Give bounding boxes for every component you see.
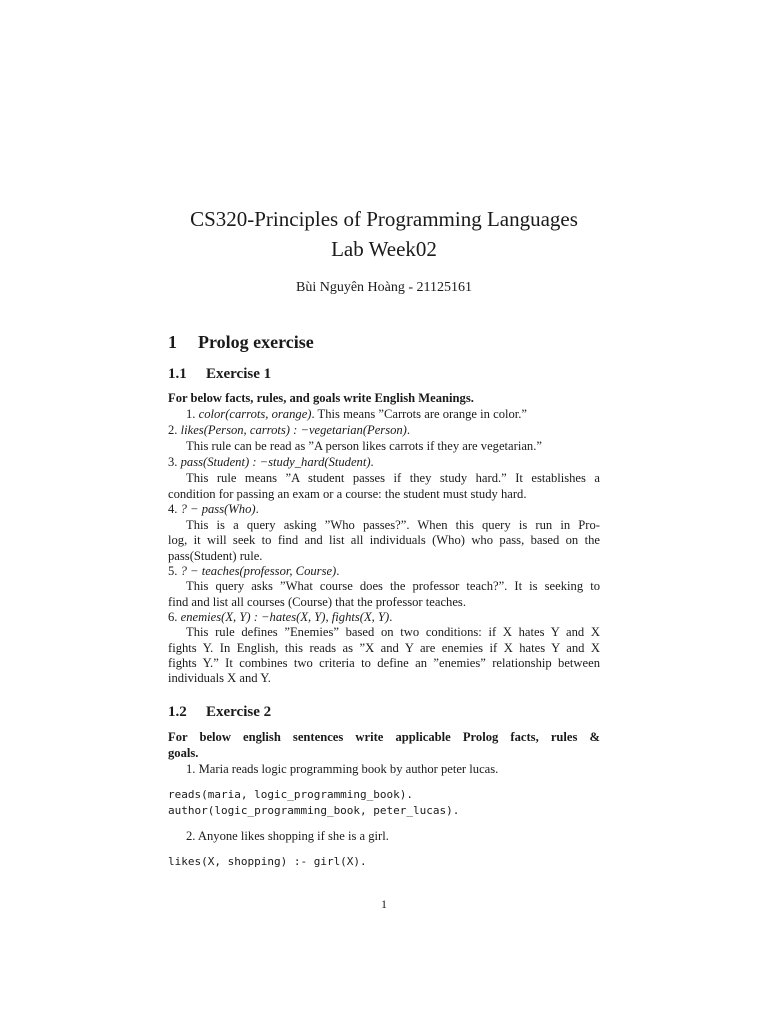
ex1-item-2-desc: This rule can be read as ”A person likes carrots if they are vegetarian.” bbox=[186, 439, 542, 453]
section-1-heading bbox=[168, 332, 314, 353]
ex1-item-3 bbox=[168, 454, 600, 470]
punctuation: . bbox=[370, 455, 374, 469]
ex1-item-2 bbox=[168, 422, 600, 438]
punctuation: . bbox=[336, 564, 340, 578]
item-number: 5. bbox=[168, 564, 178, 578]
punctuation: . bbox=[389, 610, 393, 624]
subsection-1-2-heading bbox=[168, 704, 271, 721]
author-line: Bùi Nguyên Hoàng - 21125161 bbox=[295, 280, 473, 295]
prolog-expression: color(carrots, orange) bbox=[198, 407, 312, 421]
ex1-item-4-desc-3: pass(Student) rule. bbox=[168, 549, 263, 563]
prolog-expression: likes(Person, carrots) : −vegetarian(Person) bbox=[180, 423, 407, 437]
ex1-item-6-desc-1: This rule defines ”Enemies” based on two conditions: if X hates Y and X bbox=[186, 625, 600, 639]
prolog-expression: ? − pass(Who) bbox=[180, 502, 256, 516]
ex1-instruction: For below facts, rules, and goals write English Meanings. bbox=[168, 391, 474, 405]
item-number: 1. bbox=[186, 407, 196, 421]
ex2-instruction-1: For below english sentences write applicable Prolog facts, rules & bbox=[168, 730, 600, 744]
punctuation: . bbox=[255, 502, 259, 516]
document-title-line-2: Lab Week02 bbox=[331, 237, 437, 261]
ex1-item-3-desc-1: This rule means ”A student passes if they study hard.” It establishes a bbox=[186, 471, 600, 485]
section-number: 1 bbox=[168, 332, 177, 352]
prolog-expression: pass(Student) : −study_hard(Student) bbox=[180, 455, 371, 469]
item-number: 3. bbox=[168, 455, 178, 469]
ex2-code-1-line-1: reads(maria, logic_programming_book). bbox=[168, 788, 414, 801]
ex1-item-5-desc-1: This query asks ”What course does the professor teach?”. It is seeking to bbox=[186, 579, 600, 593]
ex1-item-6-desc-3: fights Y.” It combines two criteria to define an ”enemies” relationship between bbox=[168, 656, 600, 670]
ex1-item-6-desc-4: individuals X and Y. bbox=[168, 671, 271, 685]
ex2-code-1-line-2: author(logic_programming_book, peter_lucas). bbox=[168, 804, 460, 817]
section-title: Prolog exercise bbox=[198, 332, 314, 352]
subsection-title: Exercise 2 bbox=[206, 704, 272, 720]
ex2-item-2: 2. Anyone likes shopping if she is a girl. bbox=[186, 829, 389, 843]
subsection-1-1-heading bbox=[168, 366, 271, 383]
ex1-item-4-desc-2: log, it will seek to find and list all individuals (Who) who pass, based on the bbox=[168, 533, 600, 547]
punctuation: . bbox=[406, 423, 411, 437]
prolog-expression: ? − teaches(professor, Course) bbox=[180, 564, 337, 578]
ex1-item-4 bbox=[168, 501, 600, 517]
document-title-line-1: CS320-Principles of Programming Languages bbox=[190, 207, 578, 231]
item-number: 6. bbox=[168, 610, 178, 624]
ex1-item-3-desc-2: condition for passing an exam or a course: the student must study hard. bbox=[168, 487, 527, 501]
ex1-item-4-desc-1: This is a query asking ”Who passes?”. When this query is run in Pro- bbox=[186, 518, 600, 532]
ex2-instruction-2: goals. bbox=[168, 746, 199, 760]
page-number: 1 bbox=[381, 897, 387, 911]
item-number: 4. bbox=[168, 502, 178, 516]
subsection-number: 1.2 bbox=[168, 704, 187, 720]
subsection-title: Exercise 1 bbox=[206, 366, 272, 382]
ex1-item-5 bbox=[168, 563, 600, 579]
item-text: . This means ”Carrots are orange in color.” bbox=[311, 407, 528, 421]
subsection-number: 1.1 bbox=[168, 366, 187, 382]
ex2-code-2-line-1: likes(X, shopping) :- girl(X). bbox=[168, 855, 367, 868]
item-number: 2. bbox=[168, 423, 178, 437]
ex1-item-6-desc-2: fights Y. In English, this reads as ”X and Y are enemies if X hates Y and X bbox=[168, 641, 600, 655]
prolog-expression: enemies(X, Y) : −hates(X, Y), fights(X, Y) bbox=[180, 610, 390, 624]
ex2-item-1: 1. Maria reads logic programming book by author peter lucas. bbox=[186, 762, 499, 776]
ex1-item-1 bbox=[186, 406, 600, 422]
ex1-item-6 bbox=[168, 609, 600, 625]
ex1-item-5-desc-2: find and list all courses (Course) that the professor teaches. bbox=[168, 595, 466, 609]
